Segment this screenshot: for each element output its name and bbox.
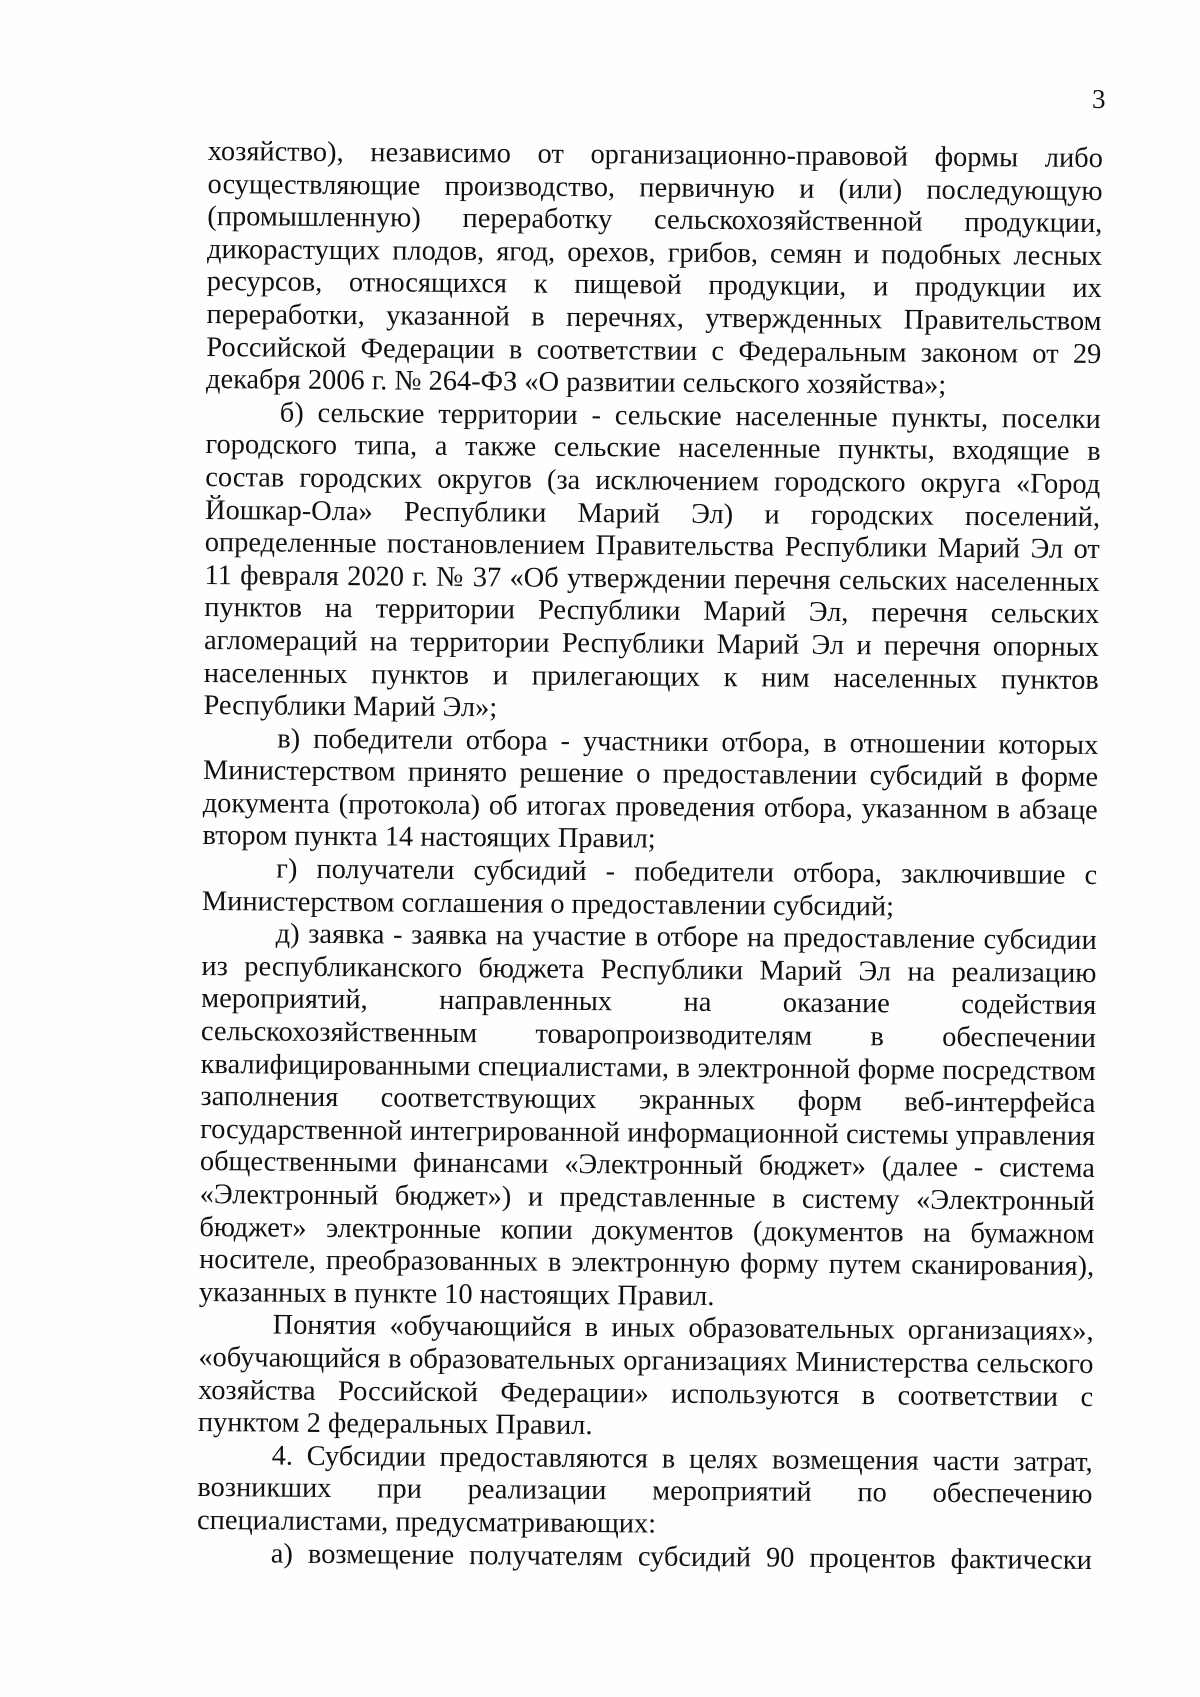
paragraph-item-g: г) получатели субсидий - победители отбора, заключившие с Министерством соглашения о предоставлении субсидий; xyxy=(201,853,1098,923)
paragraph-concepts: Понятия «обучающийся в иных образовательных организациях», «обучающийся в образовательных организациях Министерства сельского хозяйства Российской Федерации» используются в соответствии с пунктом 2 федеральных Правил. xyxy=(197,1309,1094,1442)
paragraph-continuation: хозяйство), независимо от организационно-правовой формы либо осуществляющие производство, первичную и (или) последующую (промышленную) переработку сельскохозяйственной продукции, дикорастущих плодов, ягод, орехов, грибов, семян и подобных лесных ресурсов, относящихся к пищевой продукции, и продукции их переработки, указанной в перечнях, утвержденных Правительством Российской Федерации в соответствии с Федеральным законом от 29 декабря 2006 г. № 264-ФЗ «О развитии сельского хозяйства»; xyxy=(205,136,1103,401)
paragraph-item-b: б) сельские территории - сельские населенные пункты, поселки городского типа, а также сельские населенные пункты, входящие в состав городских округов (за исключением городского округа «Город Йошкар-Ола» Республики Марий Эл) и городских поселений, определенные постановлением Правительства Республики Марий Эл от 11 февраля 2020 г. № 37 «Об утверждении перечня сельских населенных пунктов на территории Республики Марий Эл, перечня сельских агломераций на территории Республики Марий Эл и перечня опорных населенных пунктов и прилегающих к ним населенных пунктов Республики Марий Эл»; xyxy=(203,397,1101,724)
paragraph-item-v: в) победители отбора - участники отбора, в отношении которых Министерством принято решение о предоставлении субсидий в форме документа (протокола) об итогах проведения отбора, указанном в абзаце втором пункта 14 настоящих Правил; xyxy=(202,723,1099,856)
paragraph-item-d: д) заявка - заявка на участие в отборе на предоставление субсидии из республиканского бюджета Республики Марий Эл на реализацию мероприятий, направленных на оказание содействия сельскохозяйственным товаропроизводителям в обеспечении квалифицированными специалистами, в электронной форме посредством заполнения соответствующих экранных форм веб-интерфейса государственной интегрированной информационной системы управления общественными финансами «Электронный бюджет» (далее - система «Электронный бюджет») и представленные в систему «Электронный бюджет» электронные копии документов (документов на бумажном носителе, преобразованных в электронную форму путем сканирования), указанных в пункте 10 настоящих Правил. xyxy=(198,918,1097,1312)
document-body xyxy=(197,136,1103,1577)
page-number: 3 xyxy=(1092,84,1106,114)
paragraph-section-4: 4. Субсидии предоставляются в целях возмещения части затрат, возникших при реализации мероприятий по обеспечению специалистами, предусматривающих: xyxy=(197,1440,1093,1540)
paragraph-item-a: а) возмещение получателям субсидий 90 процентов фактически xyxy=(270,1538,1092,1576)
